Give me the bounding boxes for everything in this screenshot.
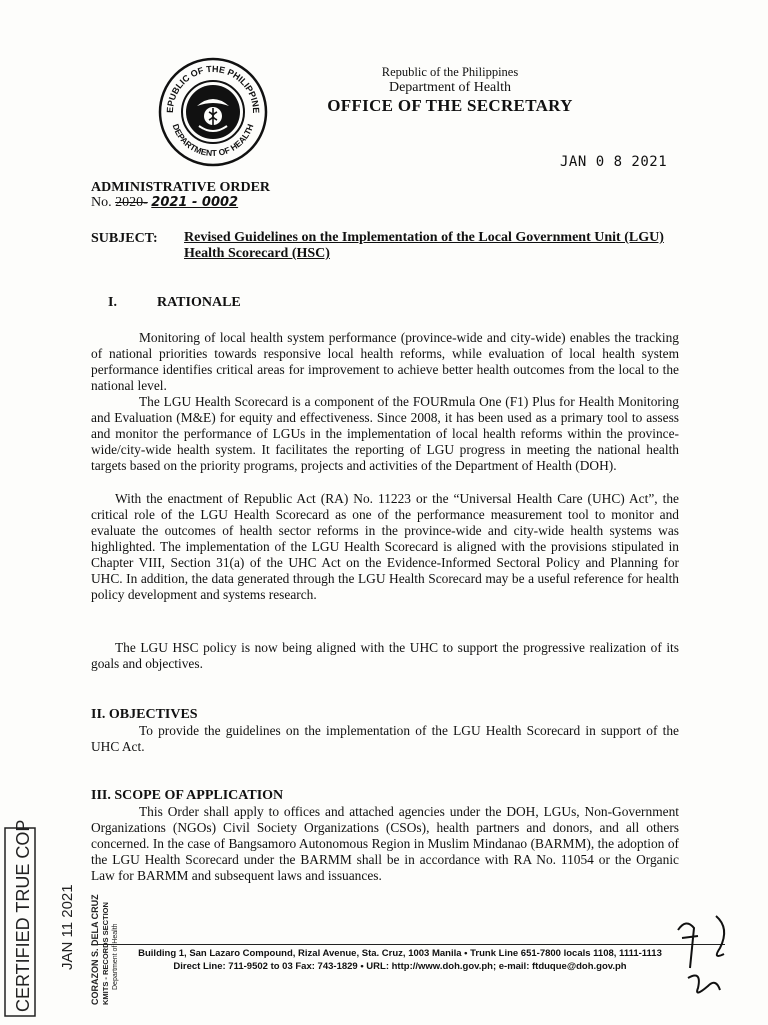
order-number <box>91 195 238 211</box>
department-header: Department of Health <box>388 80 512 95</box>
stamp-date: JAN 11 2021 <box>59 884 76 970</box>
footer-divider <box>91 944 725 945</box>
rationale-paragraph-4: The LGU HSC policy is now being aligned with the UHC to support the progressive realization of its goals and objectives. <box>91 640 679 671</box>
order-number-handwritten: 2021 - 0002 <box>151 195 239 210</box>
rationale-heading: RATIONALE <box>157 295 241 310</box>
stamp-name: CORAZON S. DELA CRUZ <box>90 894 100 1005</box>
seal-top-text: EPUBLIC OF THE PHILIPPINE <box>164 63 262 114</box>
objectives-heading: II. OBJECTIVES <box>91 707 198 722</box>
footer-contact: Direct Line: 711-9502 to 03 Fax: 743-1829 • URL: http://www.doh.gov.ph; e-mail: ftduque@doh.gov.ph <box>173 961 627 972</box>
certified-copy-stamp <box>2 820 122 1020</box>
seal-bottom-text: DEPARTMENT OF HEALTH <box>170 122 256 159</box>
stamp-office: KMITS - RECORDS SECTION <box>101 902 110 1005</box>
order-number-struck: 2020- <box>115 195 148 210</box>
scope-paragraph: This Order shall apply to offices and attached agencies under the DOH, LGUs, Non-Government Organizations (NGOs) Civil Society Organizations (CSOs), health partners and donors, and all others concerned. In the case of Bangsamoro Autonomous Region in Muslim Mindanao (BARMM), the adoption of the LGU Health Scorecard under the BARMM shall be in accordance with RA No. 11054 or the Organic Law for BARMM and subsequent laws and issuances. <box>91 804 679 883</box>
subject-label: SUBJECT: <box>91 231 158 246</box>
order-title: ADMINISTRATIVE ORDER <box>91 180 271 195</box>
handwritten-initials <box>668 908 748 1008</box>
stamp-dept: Department of Health <box>112 923 119 990</box>
scope-heading: III. SCOPE OF APPLICATION <box>91 788 284 803</box>
order-number-label: No. <box>91 195 112 210</box>
subject-text: Revised Guidelines on the Implementation of the Local Government Unit (LGU) Health Scorecard (HSC) <box>184 230 664 261</box>
republic-header: Republic of the Philippines <box>381 65 519 79</box>
stamp-certified-text: CERTIFIED TRUE COPY <box>13 820 33 1012</box>
rationale-paragraph-2: The LGU Health Scorecard is a component of the FOURmula One (F1) Plus for Health Monitoring and Evaluation (M&E) for equity and effectiveness. Since 2008, it has been used as a primary tool to assess and monitor the performance of LGUs in the implementation of local health reforms within the province-wide/city-wide health system. It facilitates the reporting of LGU progress in meeting the national health targets based on the priority programs, projects and activities of the Department of Health (DOH). <box>91 394 679 473</box>
office-header: OFFICE OF THE SECRETARY <box>327 96 573 115</box>
rationale-number: I. <box>108 295 117 310</box>
doh-seal <box>157 56 269 168</box>
objectives-paragraph: To provide the guidelines on the implementation of the LGU Health Scorecard in support of the UHC Act. <box>91 723 679 754</box>
rationale-paragraph-3: With the enactment of Republic Act (RA) No. 11223 or the “Universal Health Care (UHC) Act”, the critical role of the LGU Health Scorecard as one of the performance measurement tool to monitor and evaluate the outcomes of health sector reforms in the province-wide and city-wide health systems was highlighted. The implementation of the LGU Health Scorecard is aligned with the provisions stipulated in Chapter VIII, Section 31(a) of the UHC Act on the Evidence-Informed Sectoral Policy and Planning for UHC. In addition, the data generated through the LGU Health Scorecard may be a useful reference for health policy development and systems research. <box>91 491 679 602</box>
rationale-paragraph-1: Monitoring of local health system performance (province-wide and city-wide) enables the tracking of national priorities towards responsive local health reforms, while evaluation of local health system performance identifies critical areas for improvement to achieve better health outcomes from the local to the national level. <box>91 330 679 393</box>
footer-address: Building 1, San Lazaro Compound, Rizal Avenue, Sta. Cruz, 1003 Manila • Trunk Line 651-7800 locals 1108, 1111-1113 <box>138 948 662 959</box>
order-date: JAN 0 8 2021 <box>560 154 668 170</box>
